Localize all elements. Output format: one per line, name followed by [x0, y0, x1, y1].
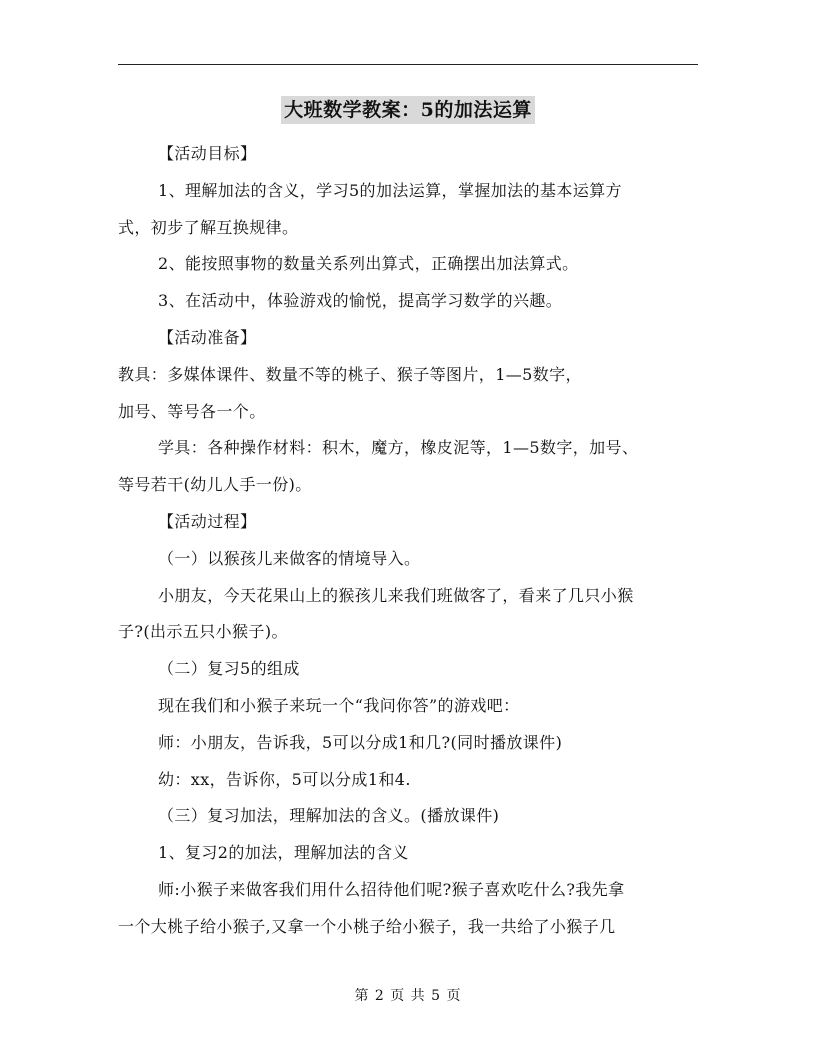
page-number: 第 2 页 共 5 页	[354, 988, 462, 1004]
paragraph-line: 1、复习2的加法，理解加法的含义	[158, 843, 409, 863]
paragraph-line: （二）复习5的组成	[158, 659, 300, 679]
paragraph-line: 师:小猴子来做客我们用什么招待他们呢?猴子喜欢吃什么?我先拿	[158, 879, 625, 899]
paragraph-line: 小朋友，今天花果山上的猴孩儿来我们班做客了，看来了几只小猴	[158, 585, 634, 605]
paragraph-line: 【活动目标】	[158, 144, 257, 163]
paragraph-line: 学具：各种操作材料：积木，魔方，橡皮泥等，1—5数字，加号、	[158, 438, 639, 458]
paragraph-line: 3、在活动中，体验游戏的愉悦，提高学习数学的兴趣。	[158, 291, 563, 311]
paragraph-line: 1、理解加法的含义，学习5的加法运算，掌握加法的基本运算方	[158, 180, 622, 200]
paragraph-line: 【活动准备】	[158, 327, 257, 347]
header-rule	[118, 64, 698, 65]
paragraph-line: 子?(出示五只小猴子)。	[118, 622, 288, 642]
document-title: 大班数学教案：5的加法运算	[281, 96, 535, 124]
paragraph-line: 幼：xx，告诉你，5可以分成1和4.	[158, 769, 411, 789]
paragraph-line: 现在我们和小猴子来玩一个“我问你答”的游戏吧：	[158, 695, 520, 715]
paragraph-line: 一个大桃子给小猴子,又拿一个小桃子给小猴子，我一共给了小猴子几	[118, 916, 616, 936]
paragraph-line: 教具：多媒体课件、数量不等的桃子、猴子等图片，1—5数字，	[118, 364, 582, 384]
paragraph-line: 【活动过程】	[158, 511, 257, 531]
paragraph-line: 式，初步了解互换规律。	[118, 217, 299, 237]
document-body	[118, 136, 700, 946]
paragraph-line: 等号若干(幼儿人手一份)。	[118, 475, 312, 495]
paragraph-line: 加号、等号各一个。	[118, 401, 266, 421]
paragraph-line: （三）复习加法，理解加法的含义。(播放课件)	[158, 806, 500, 826]
paragraph-line: 师：小朋友，告诉我，5可以分成1和几?(同时播放课件)	[158, 732, 563, 752]
paragraph-line: 2、能按照事物的数量关系列出算式，正确摆出加法算式。	[158, 254, 579, 274]
title-container	[0, 96, 816, 124]
paragraph-line: （一）以猴孩儿来做客的情境导入。	[158, 548, 421, 568]
